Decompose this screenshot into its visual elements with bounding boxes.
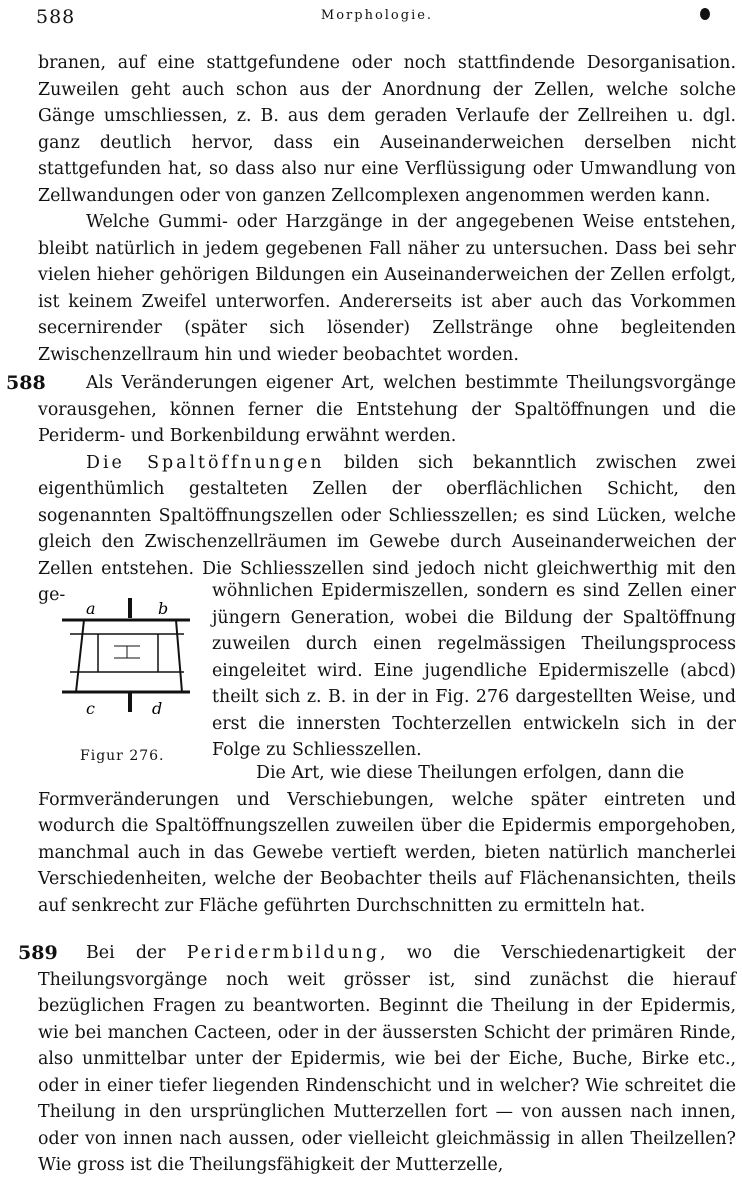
margin-number-589: 589 xyxy=(18,942,58,964)
paragraph-1: branen, auf eine stattgefundene oder noch stattfindende Desorganisation. Zuweilen geht auch schon aus der Anordnung der Zellen, welche solche Gänge umschliessen, z. B. aus dem geraden Verlaufe der Zellreihen u. dgl. ganz deutlich hervor, dass ein Auseinanderweichen derselben nicht stattgefunden hat, so dass also nur eine Verflüssigung oder Umwandlung von Zellwandungen oder von ganzen Zellcomplexen angenommen werden kann. xyxy=(38,53,736,206)
term-peridermbildung: Peridermbildung xyxy=(186,943,380,963)
paragraph-2: Welche Gummi- oder Harzgänge in der angegebenen Weise entstehen, bleibt natürlich in jedem gegebenen Fall näher zu untersuchen. Dass bei sehr vielen hieher gehörigen Bildungen ein Auseinanderweichen der Zellen erfolgt, ist keinem Zweifel unterworfen. Andererseits ist aber auch das Vorkommen secernirender (später sich lösender) Zellstränge ohne begleitenden Zwischenzellraum hin und wieder beobachtet worden. xyxy=(38,212,736,365)
text-column-top xyxy=(38,50,736,368)
text-column-lower xyxy=(38,760,736,919)
paragraph-6-lead: Bei der xyxy=(86,943,166,963)
ink-speck xyxy=(700,8,710,20)
label-d: d xyxy=(152,699,163,718)
figure-276 xyxy=(38,588,204,778)
text-beside-figure xyxy=(212,578,736,764)
running-title: Morphologie. xyxy=(320,8,434,23)
text-column-middle xyxy=(38,370,736,609)
page-header xyxy=(36,6,718,30)
margin-number-588: 588 xyxy=(6,372,46,394)
paragraph-6-text: , wo die Verschiedenartigkeit der Theilungsvorgänge noch weit grösser ist, sind zunächst die hierauf bezüglichen Fragen zu beantworten. Beginnt die Theilung in der Epidermis, wie bei manchen Cacteen, oder in der äussersten Schicht der primären Rinde, also unmittelbar unter der Epidermis, wie bei der Eiche, Buche, Birke etc., oder in einer tiefer liegenden Rindenschicht und in welcher? Wie schreitet die Theilung in den ursprünglichen Mutterzellen fort — von aussen nach innen, oder von innen nach aussen, oder vielleicht gleichmässig in allen Theilzellen? Wie gross ist die Theilungsfähigkeit der Mutterzelle, xyxy=(38,943,736,1175)
page-number: 588 xyxy=(36,6,76,28)
cell-division-diagram xyxy=(38,588,204,738)
paragraph-5: Formveränderungen und Verschiebungen, welche später eintreten und wodurch die Spaltöffnungszellen zuweilen über die Epidermis emporgehoben, manchmal auch in das Gewebe vertieft werden, bieten natürlich mancherlei Verschiedenheiten, welche der Beobachter theils auf Flächenansichten, theils auf senkrecht zur Fläche geführten Durchschnitten zu ermitteln hat. xyxy=(38,789,736,916)
label-c: c xyxy=(86,699,95,718)
paragraph-4-side: wöhnlichen Epidermiszellen, sondern es sind Zellen einer jüngern Generation, wobei die Bildung der Spaltöffnung zuweilen durch einen regelmässigen Theilungsprocess eingeleitet wird. Eine jugendliche Epidermiszelle (abcd) theilt sich z. B. in der in Fig. 276 dargestellten Weise, und erst die innersten Tochterzellen entwickeln sich in der Folge zu Schliesszellen. xyxy=(212,581,736,760)
text-column-bottom xyxy=(38,940,736,1179)
wall-left xyxy=(76,620,84,692)
paragraph-5-lead: Die Art, wie diese Theilungen erfolgen, dann die xyxy=(256,763,685,783)
term-spaltoeffnungen: Die Spaltöffnungen xyxy=(86,452,325,473)
paragraph-3: Als Veränderungen eigener Art, welchen bestimmte Theilungsvorgänge vorausgehen, können ferner die Entstehung der Spaltöffnungen und die Periderm- und Borkenbildung erwähnt werden. xyxy=(38,373,736,446)
figure-caption: Figur 276. xyxy=(80,748,165,764)
label-b: b xyxy=(158,599,169,618)
wall-right xyxy=(176,620,182,692)
label-a: a xyxy=(86,599,96,618)
paragraph-6 xyxy=(38,940,736,1179)
paragraph-4-text: bilden sich bekanntlich zwischen zwei eigenthümlich gestalteten Zellen der oberflächlichen Schicht, den sogenannten Spaltöffnungszellen oder Schliesszellen; es sind Lücken, welche gleich den Zwischenzellräumen im Gewebe durch Auseinanderweichen der Zellen entstehen. Die Schliesszellen sind jedoch nicht gleichwerthig mit den ge- xyxy=(38,452,737,605)
